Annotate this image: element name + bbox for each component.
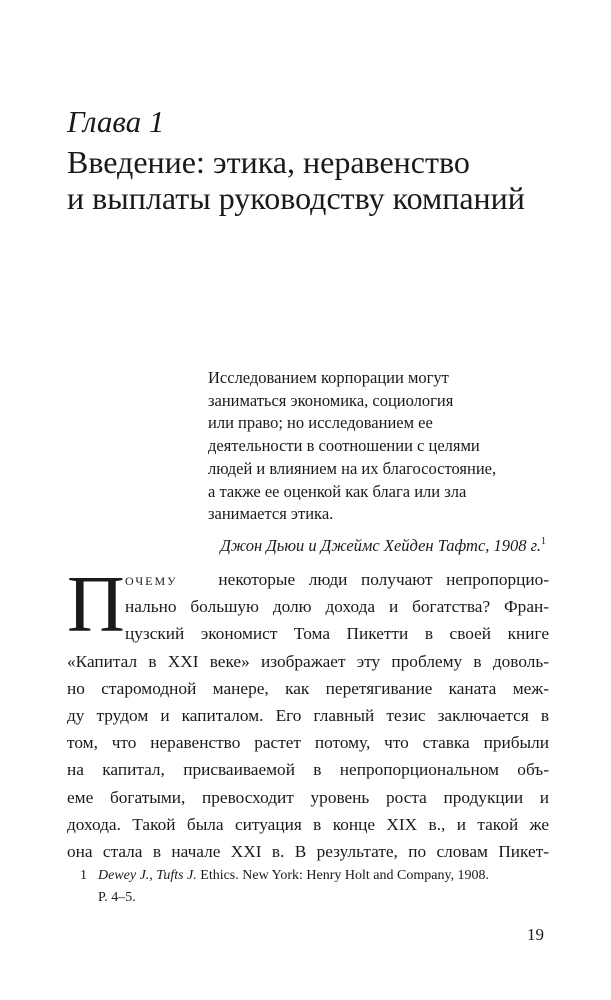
epigraph-line: занимается этика. [208,504,334,524]
footnote-marker: 1 [80,868,87,883]
footnote-line: P. 4–5. [98,890,136,905]
epigraph-line: или право; но исследованием ее [208,413,433,433]
body-line: еме богатыми, превосходит уровень роста продукции и [67,787,549,807]
epigraph-line: заниматься экономика, социология [208,390,454,410]
body-line [125,566,549,593]
chapter-label: Глава 1 [67,104,165,139]
drop-cap: П [67,561,125,649]
epigraph-line: людей и влиянием на их благосостояние, [208,458,497,478]
epigraph-line: Исследованием корпорации могут [208,368,449,387]
chapter-title-line: Введение: этика, неравенство [67,144,470,180]
body-line: она стала в начале XXI в. В результате, по словам Пикет- [67,841,549,861]
body-line: том, что неравенство растет потому, что ставка прибыли [67,733,549,753]
epigraph-line: деятельности в соотношении с целями [208,436,480,456]
body-line: на капитал, присваиваемой в непропорциональном объ- [67,760,549,780]
body-line: «Капитал в XXI веке» изображает эту проблему в доволь- [67,651,549,671]
chapter-title-line: и выплаты руководству компаний [67,180,525,216]
footnote-line [80,865,550,887]
page-number: 19 [527,925,544,944]
body-line: цузский экономист Тома Пикетти в своей книге [125,624,549,644]
chapter-title [67,144,587,216]
footnote-text: Ethics. New York: Henry Holt and Company, 1908. [200,868,490,883]
body-line: нально большую долю дохода и богатства? Фран- [125,597,549,617]
body-line: но старомодной манере, как перетягивание каната меж- [67,678,549,698]
body-line: ду трудом и капиталом. Его главный тезис заключается в [67,705,549,725]
footnote-reference[interactable]: 1 [541,535,546,547]
body-line-text: некоторые люди получают непропорцио- [218,570,549,589]
epigraph-attribution [208,536,558,556]
epigraph-quote [208,367,558,526]
body-paragraph [67,561,549,865]
epigraph-line: а также ее оценкой как блага или зла [208,481,467,501]
footnote-authors: Dewey J., Tufts J. [98,868,197,883]
first-word-smallcaps: очему [125,570,178,589]
body-line: дохода. Такой была ситуация в конце XIX в., и такой же [67,814,549,834]
epigraph [208,367,558,556]
footnote [80,865,550,909]
attribution-text: Джон Дьюи и Джеймс Хейден Тафтс, 1908 г. [220,535,541,555]
